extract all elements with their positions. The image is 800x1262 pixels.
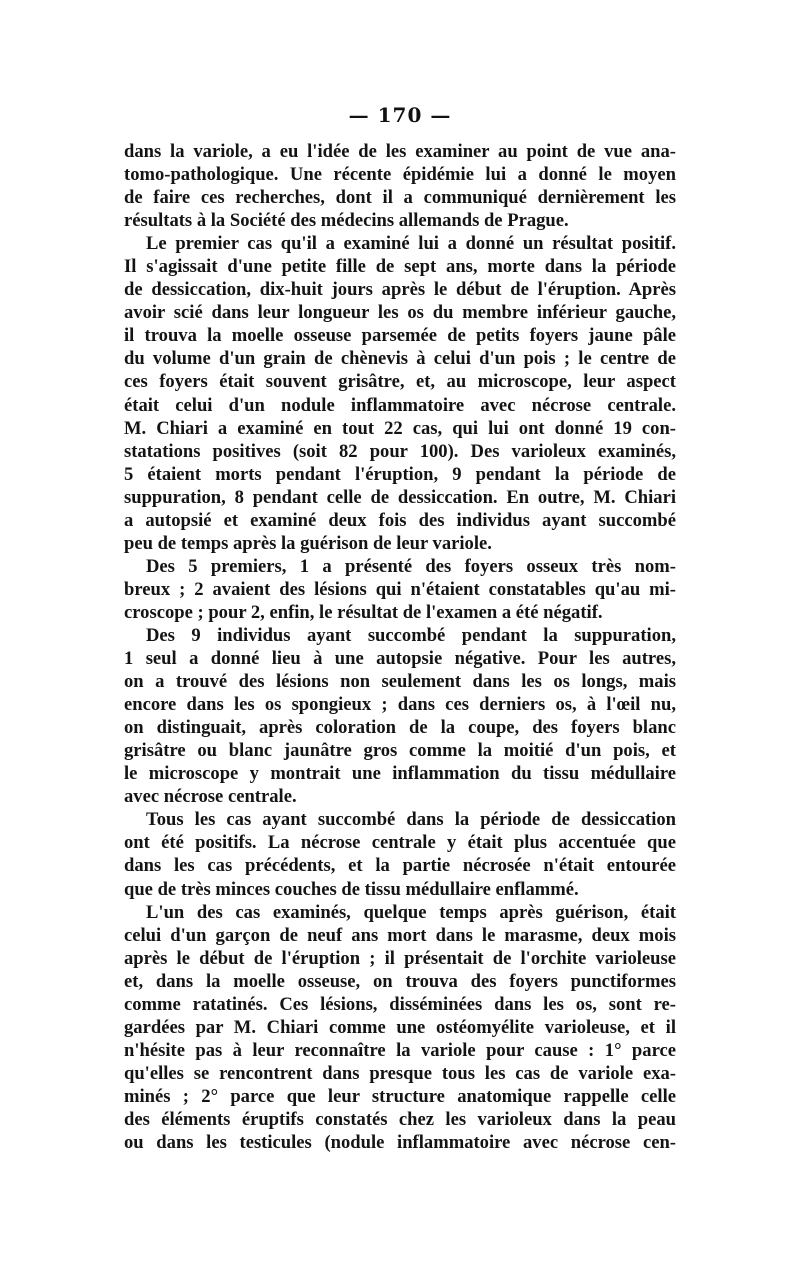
text-line: comme ratatinés. Ces lésions, disséminées dans les os, sont re- (124, 993, 676, 1015)
text-line: de dessiccation, dix-huit jours après le début de l'éruption. Après (124, 279, 676, 301)
text-line: après le début de l'éruption ; il présentait de l'orchite varioleuse (124, 947, 676, 969)
text-line: breux ; 2 avaient des lésions qui n'étaient constatables qu'au mi- (124, 578, 676, 600)
text-line: minés ; 2° parce que leur structure anatomique rappelle celle (124, 1085, 676, 1107)
text-line: Des 5 premiers, 1 a présenté des foyers osseux très nom- (146, 555, 676, 577)
text-line: le microscope y montrait une inflammation du tissu médullaire (124, 763, 676, 785)
text-line: on a trouvé des lésions non seulement dans les os longs, mais (124, 671, 676, 693)
text-line: Il s'agissait d'une petite fille de sept ans, morte dans la période (124, 256, 676, 278)
text-line: ont été positifs. La nécrose centrale y était plus accentuée que (124, 832, 676, 854)
text-line: des éléments éruptifs constatés chez les varioleux dans la peau (124, 1108, 676, 1130)
text-line: il trouva la moelle osseuse parsemée de petits foyers jaune pâle (124, 325, 676, 347)
text-line: dans les cas précédents, et la partie nécrosée n'était entourée (124, 855, 676, 877)
text-line: Tous les cas ayant succombé dans la période de dessiccation (146, 809, 676, 831)
text-line: qu'elles se rencontrent dans presque tous les cas de variole exa- (124, 1062, 676, 1084)
text-line: du volume d'un grain de chènevis à celui d'un pois ; le centre de (124, 348, 676, 370)
text-line: L'un des cas examinés, quelque temps après guérison, était (146, 901, 676, 923)
text-line: celui d'un garçon de neuf ans mort dans le marasme, deux mois (124, 924, 676, 946)
text-line: ou dans les testicules (nodule inflammatoire avec nécrose cen- (124, 1132, 676, 1154)
text-line: avec nécrose centrale. (124, 786, 297, 808)
text-line: et, dans la moelle osseuse, on trouva des foyers punctiformes (124, 970, 676, 992)
text-line: statations positives (soit 82 pour 100). Des varioleux examinés, (124, 440, 676, 462)
text-line: M. Chiari a examiné en tout 22 cas, qui lui ont donné 19 con- (124, 417, 676, 439)
text-line: a autopsié et examiné deux fois des individus ayant succombé (124, 509, 676, 531)
text-line: résultats à la Société des médecins allemands de Prague. (124, 210, 569, 232)
text-line: que de très minces couches de tissu médullaire enflammé. (124, 878, 579, 900)
text-line: peu de temps après la guérison de leur variole. (124, 532, 492, 554)
text-line: tomo-pathologique. Une récente épidémie lui a donné le moyen (124, 164, 676, 186)
text-line: de faire ces recherches, dont il a communiqué dernièrement les (124, 187, 676, 209)
text-line: on distinguait, après coloration de la coupe, des foyers blanc (124, 717, 676, 739)
text-line: Le premier cas qu'il a examiné lui a donné un résultat positif. (146, 233, 676, 255)
body-text (124, 140, 676, 1154)
text-line: suppuration, 8 pendant celle de dessiccation. En outre, M. Chiari (124, 486, 676, 508)
page-number: — 170 — (348, 103, 452, 127)
text-line: Des 9 individus ayant succombé pendant la suppuration, (146, 624, 676, 646)
text-line: gardées par M. Chiari comme une ostéomyélite varioleuse, et il (124, 1016, 676, 1038)
text-line: n'hésite pas à leur reconnaître la variole pour cause : 1° parce (124, 1039, 676, 1061)
text-line: ces foyers était souvent grisâtre, et, au microscope, leur aspect (124, 371, 676, 393)
text-line: 1 seul a donné lieu à une autopsie négative. Pour les autres, (124, 648, 676, 670)
text-line: était celui d'un nodule inflammatoire avec nécrose centrale. (124, 394, 676, 416)
text-line: dans la variole, a eu l'idée de les examiner au point de vue ana- (124, 141, 676, 162)
text-line: grisâtre ou blanc jaunâtre gros comme la moitié d'un pois, et (124, 740, 676, 762)
text-line: avoir scié dans leur longueur les os du membre inférieur gauche, (124, 302, 676, 324)
text-line: encore dans les os spongieux ; dans ces derniers os, à l'œil nu, (124, 694, 676, 716)
text-line: croscope ; pour 2, enfin, le résultat de l'examen a été négatif. (124, 601, 603, 623)
text-line: 5 étaient morts pendant l'éruption, 9 pendant la période de (124, 463, 676, 485)
